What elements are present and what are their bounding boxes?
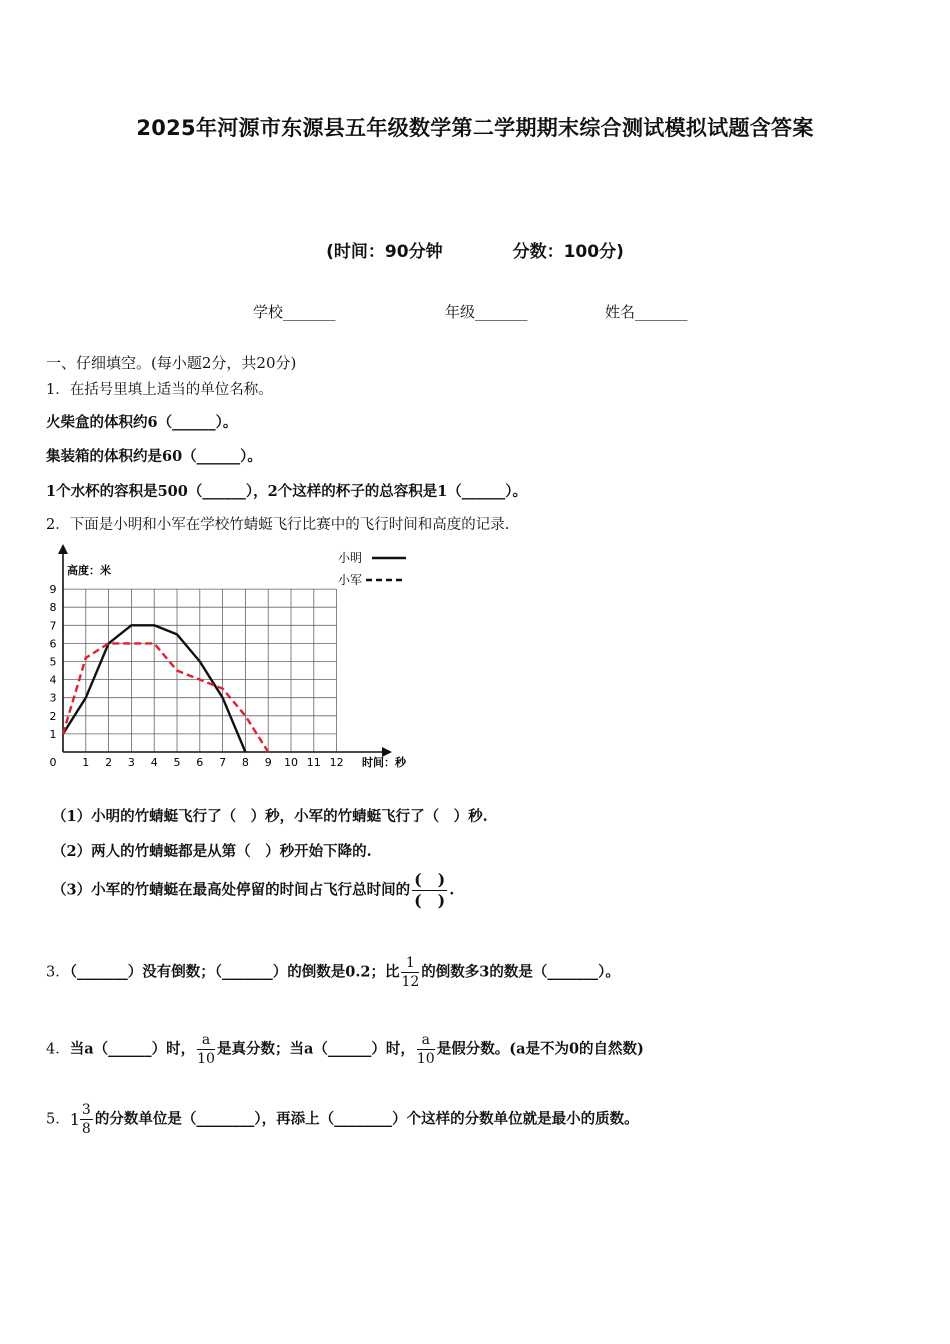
fraction-numerator: a bbox=[417, 1033, 435, 1050]
fraction-numerator: 1 bbox=[401, 956, 419, 973]
q5-text: 的分数单位是（________），再添上（________）个这样的分数单位就是最小的质数。 bbox=[94, 1110, 639, 1128]
grade-field[interactable]: 年级_______ bbox=[445, 303, 528, 321]
fraction-numerator: ( ) bbox=[414, 870, 446, 889]
question-number: 4． bbox=[46, 1041, 70, 1058]
fraction-a-over-10 bbox=[417, 1033, 435, 1066]
question-number: 5． bbox=[46, 1111, 70, 1128]
mixed-number-one-three-eighths bbox=[70, 1103, 95, 1136]
q2-sub-3 bbox=[52, 872, 454, 909]
question-5 bbox=[46, 1103, 639, 1136]
fraction-denominator: 10 bbox=[416, 1051, 435, 1067]
question-1 bbox=[46, 378, 273, 399]
y-axis-arrow-icon bbox=[58, 544, 68, 554]
question-4 bbox=[46, 1033, 644, 1066]
exam-meta bbox=[0, 237, 950, 262]
question-text: 在括号里填上适当的单位名称。 bbox=[69, 382, 273, 398]
exam-time: (时间：90分钟 bbox=[326, 242, 443, 262]
y-tick-label: 6 bbox=[49, 637, 57, 651]
question-2 bbox=[46, 513, 509, 534]
x-axis-label: 时间：秒 bbox=[362, 756, 406, 769]
q2-sub-1: （1）小明的竹蜻蜓飞行了（ ）秒，小军的竹蜻蜓飞行了（ ）秒. bbox=[52, 808, 488, 825]
x-tick-label: 6 bbox=[196, 756, 204, 769]
y-axis-label: 高度：米 bbox=[67, 564, 111, 577]
question-text: 下面是小明和小军在学校竹蜻蜓飞行比赛中的飞行时间和高度的记录. bbox=[69, 517, 510, 533]
y-tick-label: 9 bbox=[49, 583, 57, 597]
x-tick-label: 3 bbox=[127, 756, 135, 769]
fraction-denominator: ( ) bbox=[414, 891, 446, 910]
fraction-denominator: 10 bbox=[197, 1051, 215, 1067]
y-tick-label: 8 bbox=[49, 601, 57, 615]
x-tick-label: 7 bbox=[219, 756, 227, 769]
x-tick-label: 0 bbox=[49, 756, 57, 769]
fraction-numerator: a bbox=[197, 1033, 215, 1050]
legend-label-xiaojun: 小军 bbox=[338, 573, 363, 587]
mixed-whole: 1 bbox=[69, 1110, 80, 1129]
q2-sub-2: （2）两人的竹蜻蜓都是从第（ ）秒开始下降的. bbox=[52, 843, 372, 860]
x-tick-label: 9 bbox=[264, 756, 272, 769]
y-tick-label: 3 bbox=[49, 691, 57, 705]
x-tick-label: 10 bbox=[284, 756, 298, 769]
y-tick-label: 1 bbox=[49, 727, 57, 741]
q4-text-2: 是真分数；当a（______）时， bbox=[216, 1040, 415, 1058]
x-tick-label: 12 bbox=[329, 756, 344, 769]
x-tick-label: 5 bbox=[173, 756, 181, 769]
q4-text-3: 是假分数。(a是不为0的自然数) bbox=[436, 1040, 644, 1058]
blank-fraction bbox=[412, 872, 447, 909]
q3-text-end: 的倒数多3的数是（_______）。 bbox=[421, 963, 620, 981]
q3-text-start: （_______）没有倒数；（_______）的倒数是0.2；比 bbox=[69, 963, 400, 981]
q1-line-3: 1个水杯的容积是500（______），2个这样的杯子的总容积是1（______）。 bbox=[46, 483, 528, 500]
y-tick-label: 4 bbox=[49, 673, 57, 687]
question-number: 1． bbox=[46, 382, 70, 398]
x-tick-label: 1 bbox=[82, 756, 90, 769]
x-tick-label: 2 bbox=[105, 756, 113, 769]
fraction-numerator: 3 bbox=[81, 1102, 91, 1118]
q1-line-1: 火柴盒的体积约6（______）。 bbox=[46, 414, 238, 431]
fraction-a-over-10 bbox=[197, 1033, 215, 1066]
fraction-one-twelfth bbox=[401, 956, 419, 989]
question-number: 2． bbox=[46, 517, 70, 533]
question-3 bbox=[46, 956, 620, 989]
x-tick-label: 11 bbox=[306, 756, 321, 769]
name-field[interactable]: 姓名_______ bbox=[605, 303, 688, 321]
x-tick-label: 4 bbox=[150, 756, 158, 769]
y-tick-label: 2 bbox=[49, 709, 57, 723]
exam-score: 分数：100分) bbox=[512, 242, 624, 262]
fraction-denominator: 12 bbox=[401, 974, 420, 990]
fraction-denominator: 8 bbox=[81, 1121, 91, 1137]
q2-sub-3-text: （3）小军的竹蜻蜓在最高处停留的时间占飞行总时间的 bbox=[52, 881, 411, 899]
school-field[interactable]: 学校_______ bbox=[253, 303, 336, 321]
q4-text-1: 当a（______）时， bbox=[69, 1040, 196, 1058]
chart-grid bbox=[63, 589, 337, 752]
chart-legend bbox=[338, 551, 406, 587]
q2-sub-3-end: . bbox=[449, 881, 455, 899]
y-tick-label: 7 bbox=[49, 619, 57, 633]
x-tick-label: 8 bbox=[241, 756, 249, 769]
flight-chart bbox=[40, 540, 420, 780]
y-tick-label: 5 bbox=[49, 655, 57, 669]
q1-line-2: 集装箱的体积约是60（______）。 bbox=[46, 448, 262, 465]
legend-label-xiaoming: 小明 bbox=[338, 551, 363, 565]
page-title: 2025年河源市东源县五年级数学第二学期期末综合测试模拟试题含答案 bbox=[136, 116, 814, 140]
section-heading: 一、仔细填空。(每小题2分，共20分) bbox=[46, 354, 297, 372]
question-number: 3． bbox=[46, 964, 70, 981]
